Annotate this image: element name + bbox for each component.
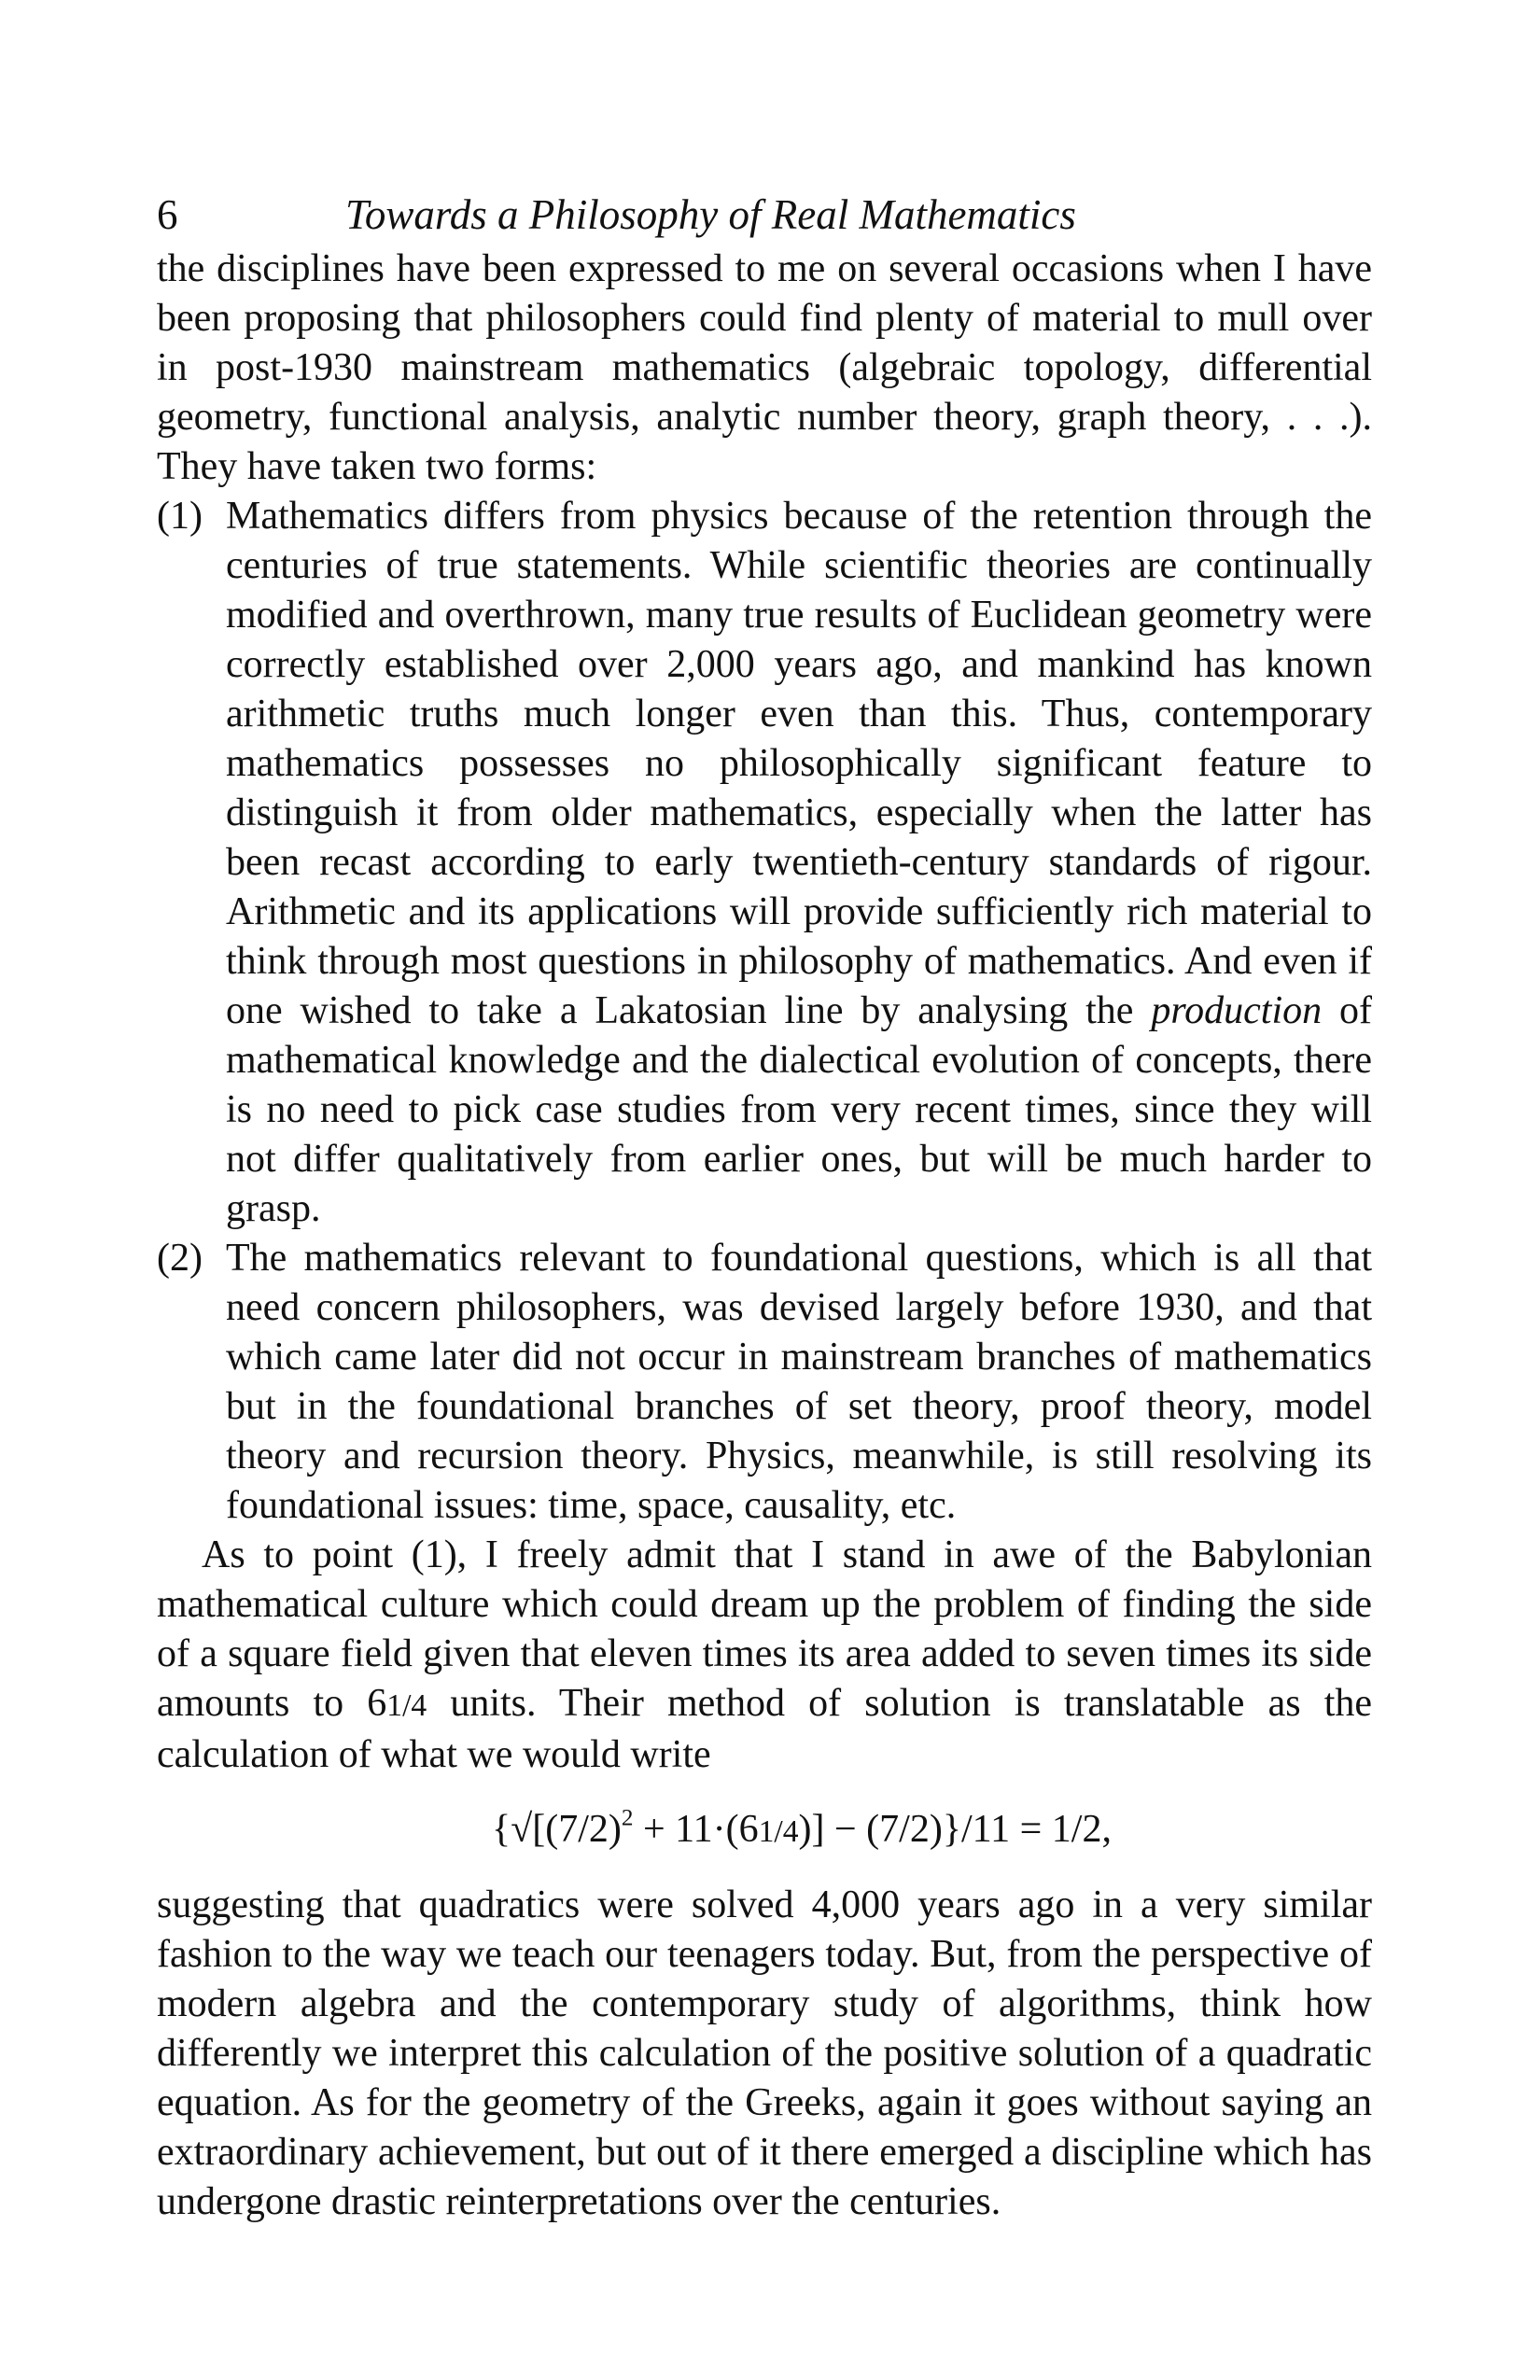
formula bbox=[157, 1805, 1372, 1856]
paragraph-babylonian-text-b: units. Their method of solution is translatable as the calculation of what we would write bbox=[157, 1682, 1373, 1776]
paragraph-quadratics-text: suggesting that quadratics were solved 4,000 years ago in a very similar fashion to the way we teach our teenagers today. But, from the perspective of modern algebra and the contemporary study of algorithms, think how differently we interpret this calculation of the positive solution of a quadratic equation. As for the geometry of the Greeks, again it goes without saying an extraordinary achievement, but out of it there emerged a discipline which has undergone drastic reinterpretations over the centuries. bbox=[157, 1883, 1372, 2223]
paragraph-babylonian-text-a: As to point (1), I freely admit that I stand in awe of the Babylonian mathematical culture which could dream up the problem of finding the side of a square field given that eleven times its area added to seven times its side amounts to 6 bbox=[157, 1533, 1372, 1725]
list-item-1-label: (1) bbox=[157, 495, 203, 538]
formula-fraction: 1/4 bbox=[758, 1814, 799, 1849]
paragraph-intro-text: the disciplines have been expressed to me on several occasions when I have been proposing that philosophers could find plenty of material to mull over in post-1930 mainstream mathematics (algebraic topology, differential geometry, functional analysis, analytic number theory, graph theory, . . .). They have taken two forms: bbox=[157, 247, 1372, 488]
page-number: 6 bbox=[157, 191, 178, 238]
list-item-2 bbox=[157, 1234, 1372, 1531]
formula-exponent: 2 bbox=[621, 1805, 634, 1831]
paragraph-quadratics bbox=[157, 1881, 1372, 2227]
list-item-1-text-b: of mathematical knowledge and the dialectical evolution of concepts, there is no need to pick case studies from very recent times, since they will not differ qualitatively from earlier ones, but will be much harder to grasp. bbox=[226, 989, 1372, 1230]
fraction-quarter: 1/4 bbox=[386, 1688, 427, 1723]
running-head bbox=[157, 187, 1370, 243]
formula-part-2: + 11·(6 bbox=[633, 1808, 759, 1851]
paragraph-intro bbox=[157, 245, 1372, 492]
list-item-2-label: (2) bbox=[157, 1237, 203, 1280]
body-text bbox=[157, 245, 1372, 2227]
formula-part-1: {√[(7/2) bbox=[492, 1808, 622, 1851]
list-item-1-emphasis: production bbox=[1151, 989, 1323, 1032]
formula-part-3: )] − (7/2)}/11 = 1/2, bbox=[798, 1808, 1112, 1851]
list-item-1 bbox=[157, 492, 1372, 1234]
list-item-1-text bbox=[226, 492, 1372, 1234]
paragraph-babylonian bbox=[157, 1531, 1372, 1780]
list-item-1-text-a: Mathematics differs from physics because of the retention through the centuries of true statements. While scientific theories are continually modified and overthrown, many true results of Euclidean geometry were correctly established over 2,000 years ago, and mankind has known arithmetic truths much longer even than this. Thus, contemporary mathematics possesses no philosophically significant feature to distinguish it from older mathematics, especially when the latter has been recast according to early twentieth-century standards of rigour. Arithmetic and its applications will provide sufficiently rich material to think through most questions in philosophy of mathematics. And even if one wished to take a Lakatosian line by analysing the bbox=[226, 495, 1372, 1032]
list-item-2-text: The mathematics relevant to foundational questions, which is all that need concern philosophers, was devised largely before 1930, and that which came later did not occur in mainstream branches of mathematics but in the foundational branches of set theory, proof theory, model theory and recursion theory. Physics, meanwhile, is still resolving its foundational issues: time, space, causality, etc. bbox=[226, 1237, 1372, 1527]
running-title: Towards a Philosophy of Real Mathematics bbox=[345, 191, 1076, 238]
